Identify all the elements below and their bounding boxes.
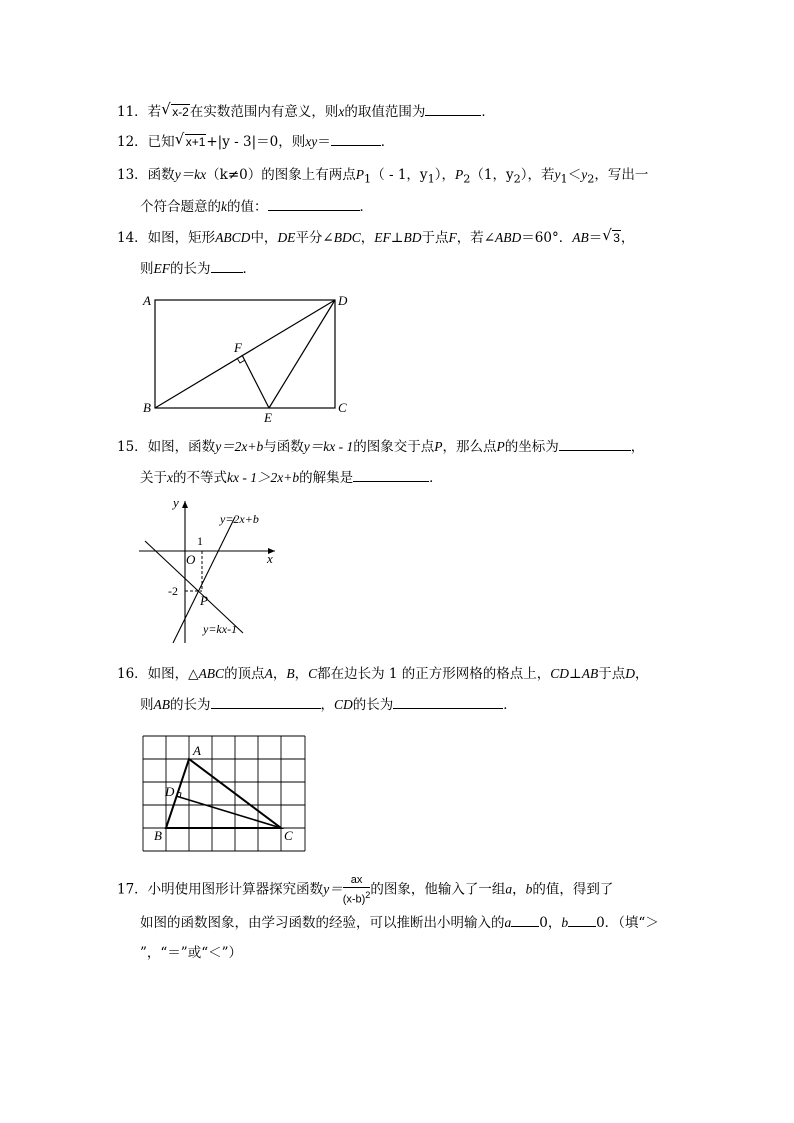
y-axis-arrow — [182, 501, 188, 508]
label-a: A — [143, 293, 151, 308]
question-17-line-1: 17．小明使用图形计算器探究函数y＝ $\frac{ax}{(x-b)^2}$ 的图象，他输入了一组a，b的值，得到了 — [117, 874, 614, 906]
label-line-2: y=kx-1 — [203, 622, 238, 636]
question-14-line-1: 14．如图，矩形ABCD中，DE平分∠BDC，EF⊥BD于点F，若∠ABD＝60°．AB＝ √ 3， — [117, 226, 635, 246]
segment-de — [269, 300, 335, 408]
question-13-line-2: 个符合题意的k的值： ． — [140, 199, 373, 215]
label-a: A — [193, 743, 201, 758]
segment-cd — [176, 796, 281, 828]
label-b: B — [154, 828, 162, 843]
label-c: C — [284, 828, 293, 843]
answer-blank[interactable] — [425, 102, 481, 116]
sqrt-expression: √ 3 — [602, 226, 620, 245]
label-e: E — [264, 410, 272, 425]
answer-blank[interactable] — [331, 132, 381, 146]
coordinate-figure — [135, 495, 285, 650]
question-16-line-1: 16．如图，△ABC的顶点A，B，C都在边长为 1 的正方形网格的格点上，CD⊥AB于点D， — [117, 666, 649, 682]
fraction: $\frac{ax}{(x-b)^2}$ — [342, 874, 371, 906]
question-15-line-1: 15．如图，函数y＝2x+b与函数y＝kx - 1的图象交于点P，那么点P的坐标为 ， — [117, 439, 645, 455]
label-f: F — [234, 340, 242, 355]
answer-blank[interactable] — [393, 695, 503, 709]
label-y: y — [173, 495, 179, 510]
question-11: 11．若 √ x-2在实数范围内有意义，则x的取值范围为 ． — [117, 100, 495, 120]
answer-blank[interactable] — [268, 197, 360, 211]
label-p: P — [200, 593, 208, 608]
triangle-abc — [166, 759, 281, 828]
answer-blank[interactable] — [568, 913, 596, 927]
label-b: B — [143, 400, 151, 415]
question-13-line-1: 13．函数y＝kx（k≠0）的图象上有两点$P_1( - 1$，$y_1$），$P_2(1$，$y_2$），若$y_1<y_2$，写出一 — [117, 167, 649, 186]
label-o: O — [186, 552, 196, 567]
label-x: x — [267, 551, 273, 566]
answer-blank[interactable] — [211, 695, 321, 709]
rectangle-figure — [138, 290, 358, 425]
diagonal-bd — [155, 300, 335, 408]
label-1: 1 — [197, 534, 203, 548]
answer-blank[interactable] — [211, 259, 243, 273]
answer-blank[interactable] — [353, 468, 429, 482]
label-neg2: -2 — [168, 584, 178, 598]
grid-figure — [140, 733, 312, 855]
label-line-1: y=2x+b — [220, 512, 259, 526]
label-d: D — [165, 784, 175, 799]
sqrt-expression: √ x+1 — [174, 130, 206, 149]
answer-blank[interactable] — [511, 913, 539, 927]
answer-blank[interactable] — [559, 437, 631, 451]
label-d: D — [338, 293, 348, 308]
question-15-line-2: 关于x的不等式kx - 1＞2x+b的解集是 ． — [140, 470, 443, 486]
question-16-line-2: 则AB的长为 ，CD的长为 ． — [140, 697, 517, 713]
segment-ef — [242, 355, 269, 408]
question-14-line-2: 则EF的长为 ． — [140, 261, 256, 277]
question-12: 12．已知 √ x+1+|y - 3|＝0，则xy＝ ． — [117, 130, 395, 150]
question-17-line-2: 如图的函数图象，由学习函数的经验，可以推断出小明输入的a 0，b 0．（填“＞ — [140, 915, 659, 931]
label-c: C — [338, 400, 347, 415]
question-17-line-3: ”，“＝”或“＜”） — [140, 945, 243, 961]
sqrt-expression: √ x-2 — [161, 100, 189, 119]
